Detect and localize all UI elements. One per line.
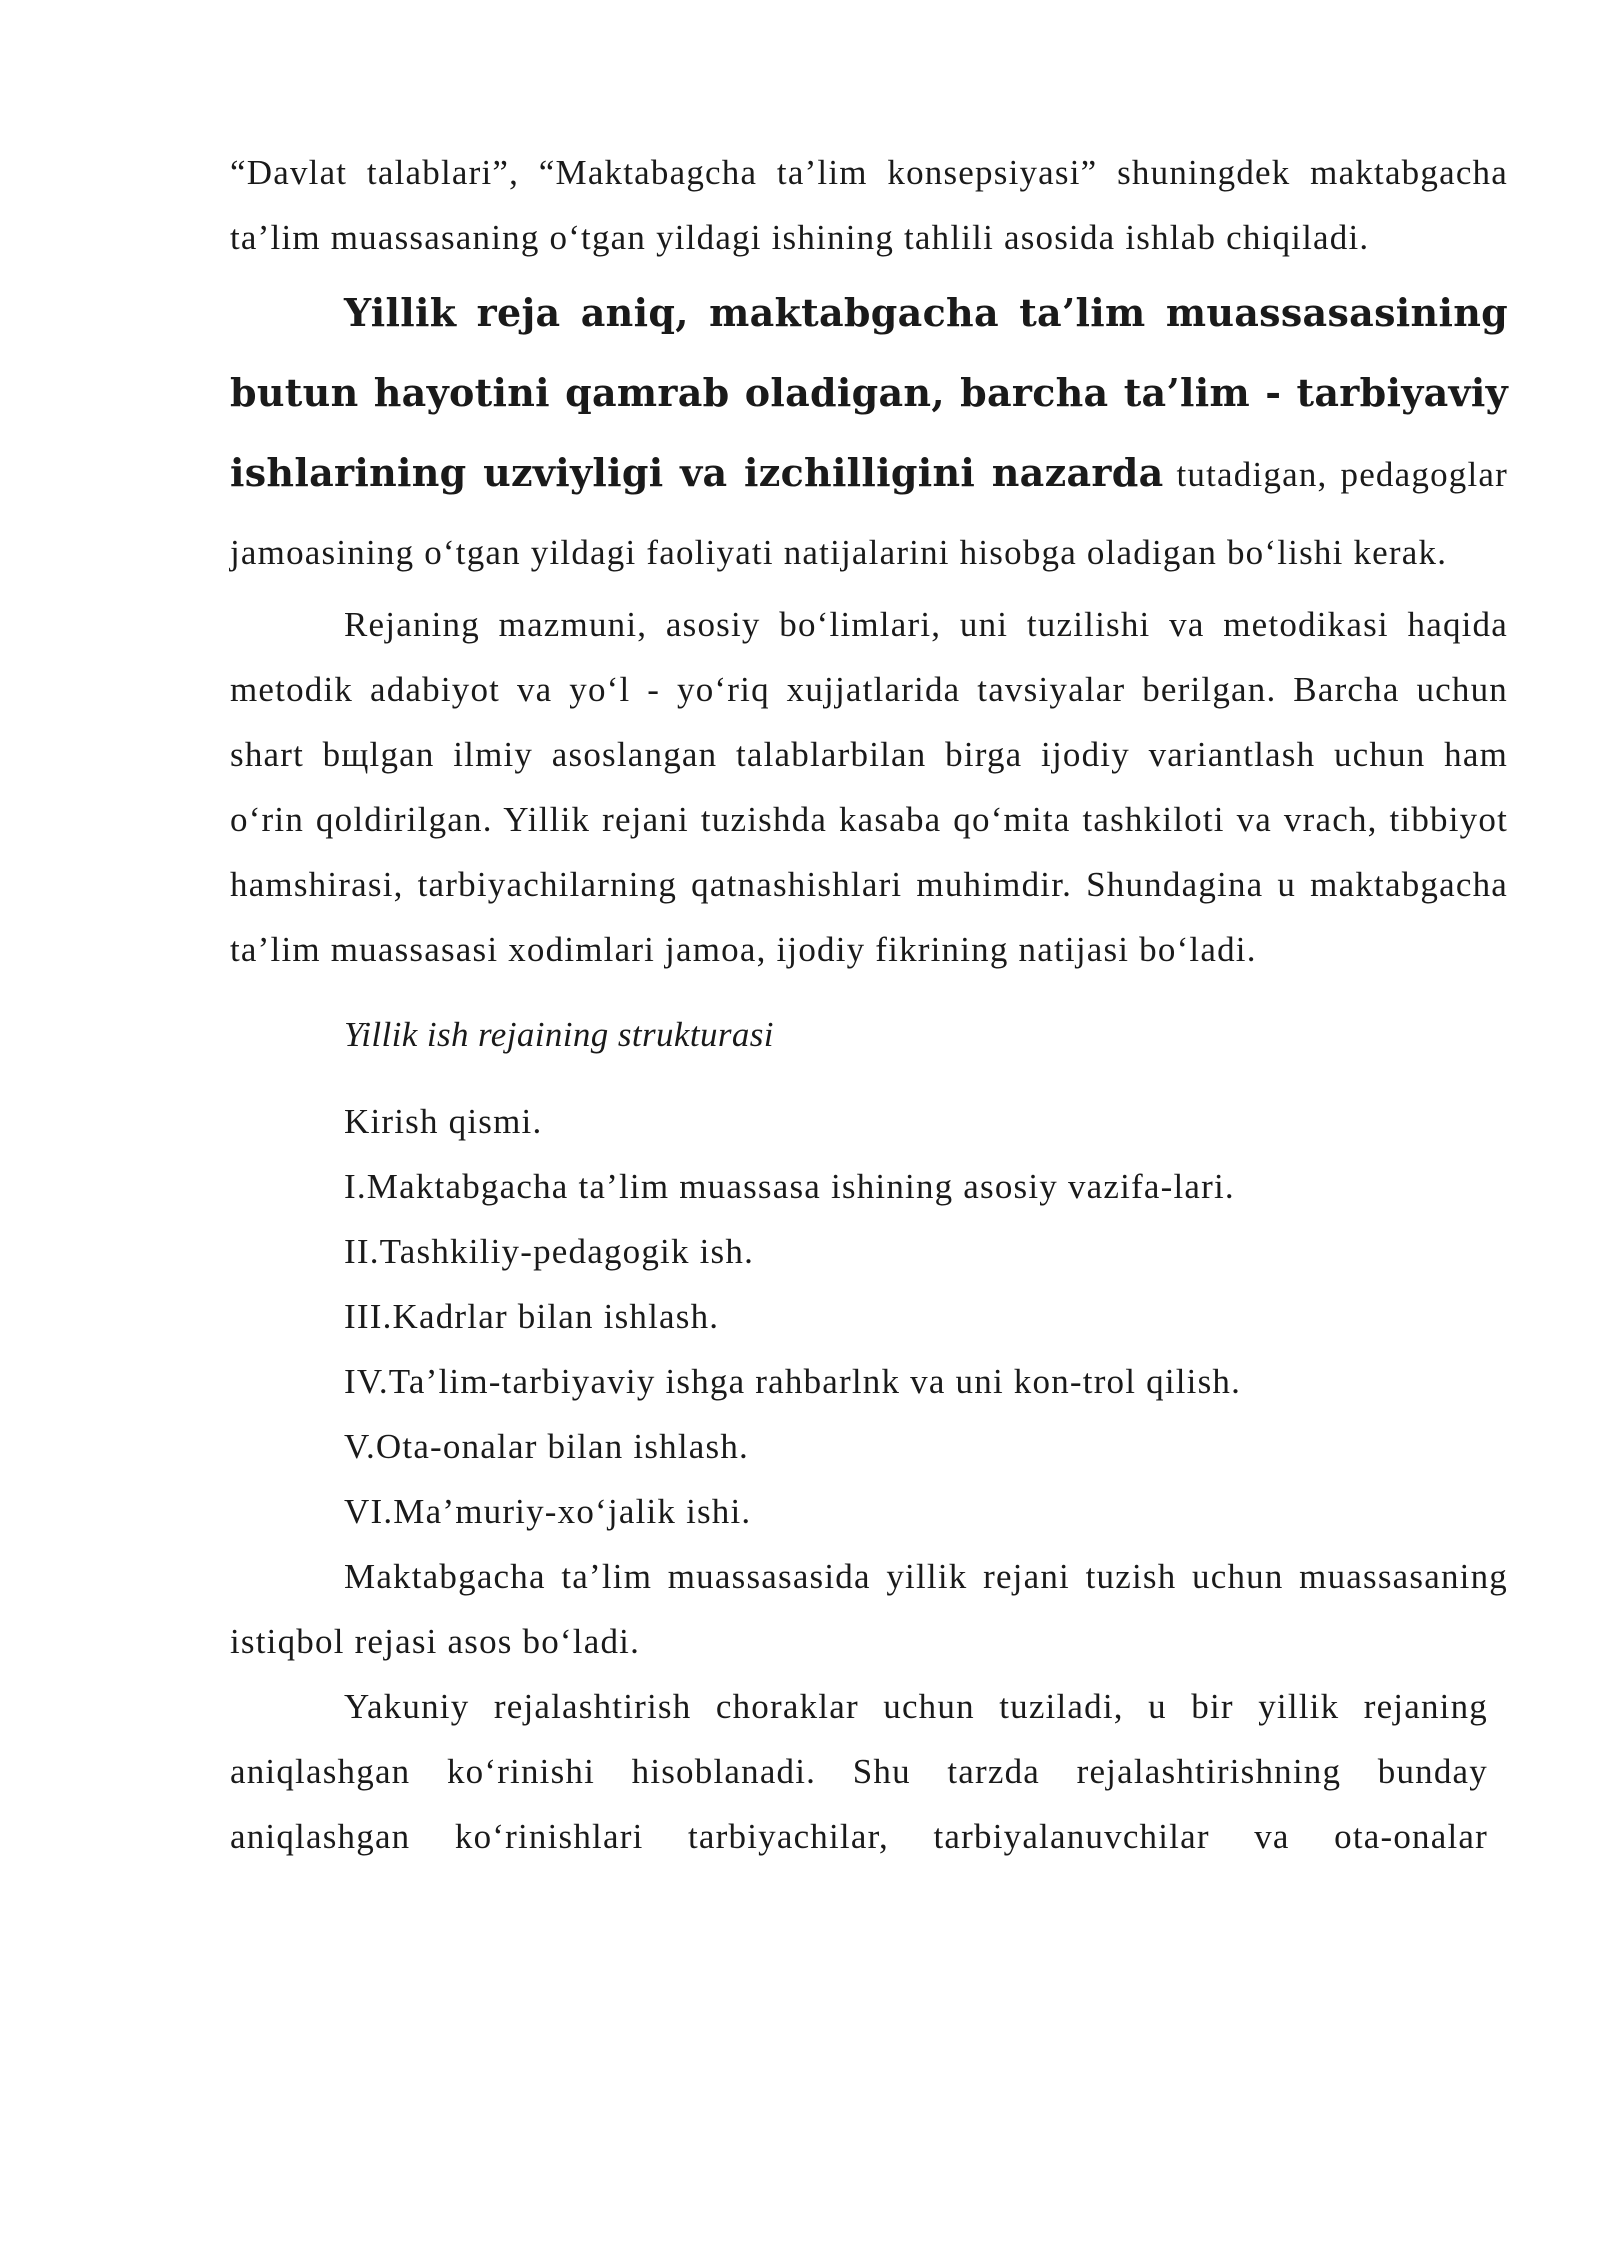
- paragraph-plan-content: Rejaning mazmuni, asosiy bo‘limlari, uni tuzilishi va metodikasi haqida metodik adabiyot va yo‘l - yo‘riq xujjatlarida tavsiyalar berilgan. Barcha uchun shart bщlgan ilmiy asoslangan talablarbilan birga ijodiy variantlash uchun ham o‘rin qoldirilgan. Yillik rejani tuzishda kasaba qo‘mita tashkiloti va vrach, tibbiyot hamshirasi, tarbiyachilarning qatnashishlari muhimdir. Shundagina u maktabgacha ta’lim muassasasi xodimlari jamoa, ijodiy fikrining natijasi bo‘ladi.: [230, 605, 1508, 969]
- structure-item-4: IV.Ta’lim-tarbiyaviy ishga rahbarlnk va uni kon-trol qilish.: [344, 1362, 1242, 1401]
- structure-title: Yillik ish rejaining strukturasi: [344, 1015, 774, 1054]
- structure-item-3: III.Kadrlar bilan ishlash.: [344, 1297, 720, 1336]
- structure-item-2: II.Tashkiliy-pedagogik ish.: [344, 1232, 755, 1271]
- document-page: [230, 140, 1508, 1869]
- bold-lead-text: Yillik reja aniq, maktabgacha ta’lim muassasasining butun hayotini qamrab oladigan, barcha ta’lim - tarbiyaviy ishlarining uzviyligi va izchilligini nazarda: [230, 290, 1508, 495]
- structure-item-intro: Kirish qismi.: [344, 1102, 543, 1141]
- paragraph-intro: “Davlat talablari”, “Maktabagcha ta’lim konsepsiyasi” shuningdek maktabgacha ta’lim muassasaning o‘tgan yildagi ishining tahlili asosida ishlab chiqiladi.: [230, 153, 1508, 257]
- paragraph-perspective-plan: Maktabgacha ta’lim muassasasida yillik rejani tuzish uchun muassasaning istiqbol rejasi asos bo‘ladi.: [230, 1557, 1508, 1661]
- paragraph-final-planning: Yakuniy rejalashtirish choraklar uchun tuziladi, u bir yillik rejaning aniqlashgan ko‘rinishi hisoblanadi. Shu tarzda rejalashtirishning bunday aniqlashgan ko‘rinishlari tarbiyachilar, tarbiyalanuvchilar va ota-onalar: [230, 1687, 1488, 1856]
- structure-item-6: VI.Ma’muriy-xo‘jalik ishi.: [344, 1492, 752, 1531]
- structure-item-5: V.Ota-onalar bilan ishlash.: [344, 1427, 750, 1466]
- paragraph-tail-text: tutadigan, pedagoglar jamoasining o‘tgan yildagi faoliyati natijalarini hisobga oladigan bo‘lishi kerak.: [230, 455, 1508, 572]
- structure-item-1: I.Maktabgacha ta’lim muassasa ishining asosiy vazifa-lari.: [344, 1167, 1235, 1206]
- paragraph-annual-plan: [230, 274, 1508, 592]
